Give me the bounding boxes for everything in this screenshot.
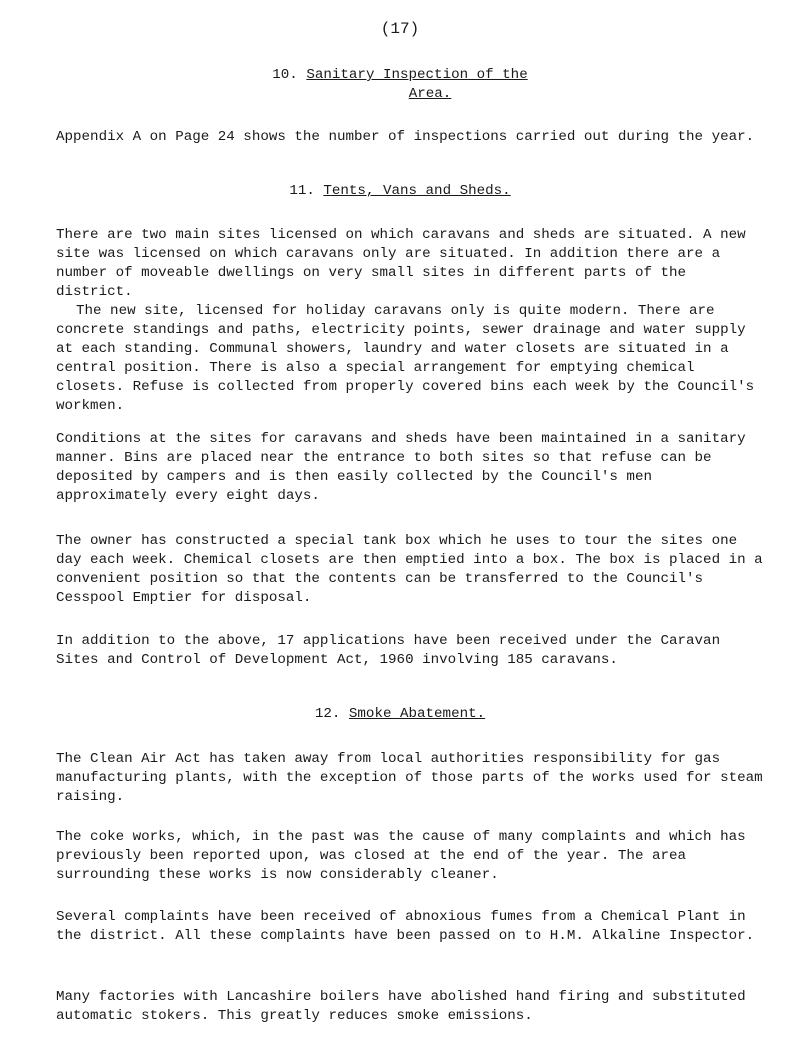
section-10-title-line2: Area. <box>408 86 452 102</box>
section-10-number: 10. <box>272 67 298 83</box>
section-12-title: Smoke Abatement. <box>348 706 486 722</box>
section-12-paragraph-1: The Clean Air Act has taken away from local authorities responsibility for gas manufacturing plants, with the exception of those parts of the works used for steam raising. <box>56 751 763 805</box>
section-11-number: 11. <box>289 183 315 199</box>
section-11-title: Tents, Vans and Sheds. <box>323 183 511 199</box>
section-11-paragraph-5: In addition to the above, 17 applications have been received under the Caravan Sites and Control of Development Act, 1960 involving 185 caravans. <box>56 633 721 668</box>
section-10-heading <box>0 66 800 85</box>
section-11-heading <box>0 182 800 201</box>
section-10-title-line1: Sanitary Inspection of the <box>306 67 528 83</box>
section-10-heading-line2 <box>0 85 800 104</box>
section-12-number: 12. <box>314 706 341 722</box>
section-12-paragraph-4: Many factories with Lancashire boilers have abolished hand firing and substituted automatic stokers. This greatly reduces smoke emissions. <box>56 989 746 1024</box>
section-11-paragraph-1: There are two main sites licensed on which caravans and sheds are situated. A new site was licensed on which caravans only are situated. In addition there are a number of moveable dwellings on very small sites in different parts of the district. <box>56 227 746 300</box>
section-12-paragraph-2: The coke works, which, in the past was the cause of many complaints and which has previously been reported upon, was closed at the end of the year. The area surrounding these works is now considerably cleaner. <box>56 829 746 883</box>
section-11-paragraph-3: Conditions at the sites for caravans and sheds have been maintained in a sanitary manner. Bins are placed near the entrance to both sites so that refuse can be deposited by campers and is then easily collected by the Council's men approximately every eight days. <box>56 431 746 504</box>
section-12-paragraph-3: Several complaints have been received of abnoxious fumes from a Chemical Plant in the district. All these complaints have been passed on to H.M. Alkaline Inspector. <box>56 909 755 944</box>
section-11-paragraph-4: The owner has constructed a special tank box which he uses to tour the sites one day each week. Chemical closets are then emptied into a box. The box is placed in a convenient position so that the contents can be transferred to the Council's Cesspool Emptier for disposal. <box>56 533 763 606</box>
section-10-paragraph: Appendix A on Page 24 shows the number of inspections carried out during the year. <box>56 129 755 145</box>
section-12-heading <box>0 705 800 724</box>
page-number: (17) <box>380 20 420 38</box>
section-11-paragraph-2: The new site, licensed for holiday caravans only is quite modern. There are concrete standings and paths, electricity points, sewer drainage and water supply at each standing. Communal showers, laundry and water closets are situated in a central position. There is also a special arrangement for emptying chemical closets. Refuse is collected from properly covered bins each week by the Council's workmen. <box>56 303 755 414</box>
